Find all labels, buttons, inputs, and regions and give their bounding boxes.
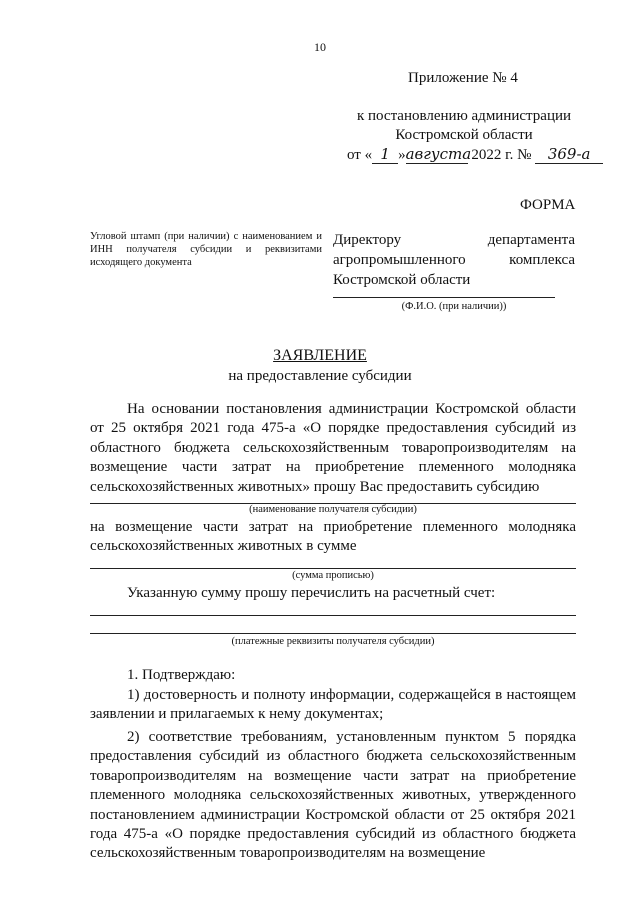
document-subtitle: на предоставление субсидии <box>228 368 412 384</box>
addressee-line-3: Костромской области <box>333 272 471 288</box>
document-title: ЗАЯВЛЕНИЕ <box>273 347 367 364</box>
appendix-line-2: Костромской области <box>395 127 533 143</box>
date-day: 1 <box>372 145 398 164</box>
appendix-title: Приложение № 4 <box>408 70 518 86</box>
body-paragraph: На основании постановления администрации Костромской области от 25 октября 2021 года 475-а «О порядке предоставления субсидий из областного бюджета сельскохозяйственным товаропроизводителям на возмещение части затрат на приобретение племенного молодняка сельскохозяйственных животных» прошу Вас предоставить субсидию <box>90 401 576 495</box>
date-month: августа <box>405 145 472 163</box>
sum-caption: (сумма прописью) <box>292 570 374 581</box>
purpose-paragraph: на возмещение части затрат на приобретение племенного молодняка сельскохозяйственных животных в сумме <box>90 519 576 555</box>
addressee-word-3: агропромышленного <box>333 252 466 268</box>
stamp-note: Угловой штамп (при наличии) с наименованием и ИНН получателя субсидии и реквизитами исходящего документа <box>90 231 322 268</box>
date-prefix: от « <box>347 147 373 163</box>
confirm-item-1: 1) достоверность и полноту информации, содержащейся в настоящем заявлении и прилагаемых к нему документах; <box>90 687 576 723</box>
fio-caption: (Ф.И.О. (при наличии)) <box>401 301 507 312</box>
page-number: 10 <box>314 40 326 54</box>
confirm-title: 1. Подтверждаю: <box>127 667 236 683</box>
date-mid: » <box>398 147 406 163</box>
confirm-item-2: 2) соответствие требованиям, установленным пунктом 5 порядка предоставления субсидий из областного бюджета сельскохозяйственным товаропроизводителям на возмещение части затрат на приобретение племенного молодняка сельскохозяйственных животных, утвержденного постановлением администрации Костромской области от 25 октября 2021 года 475-а «О порядке предоставления субсидий из областного бюджета сельскохозяйственным товаропроизводителям на возмещение <box>90 729 576 862</box>
date-year: 2022 г. № <box>471 147 532 163</box>
addressee-word-2: департамента <box>487 232 575 248</box>
fio-underline <box>333 297 555 298</box>
addressee-block <box>333 230 575 290</box>
transfer-text: Указанную сумму прошу перечислить на расчетный счет: <box>127 585 496 601</box>
recipient-caption: (наименование получателя субсидии) <box>249 504 417 515</box>
account-underline-2 <box>90 633 576 634</box>
addressee-word-1: Директору <box>333 232 402 248</box>
resolution-number: 369-а <box>535 145 603 164</box>
form-label: ФОРМА <box>520 197 576 213</box>
account-underline-1 <box>90 615 576 616</box>
payment-caption: (платежные реквизиты получателя субсидии) <box>231 636 435 647</box>
appendix-date-line <box>347 145 603 164</box>
sum-underline <box>90 568 576 569</box>
addressee-word-4: комплекса <box>509 252 575 268</box>
appendix-line-1: к постановлению администрации <box>356 108 572 124</box>
